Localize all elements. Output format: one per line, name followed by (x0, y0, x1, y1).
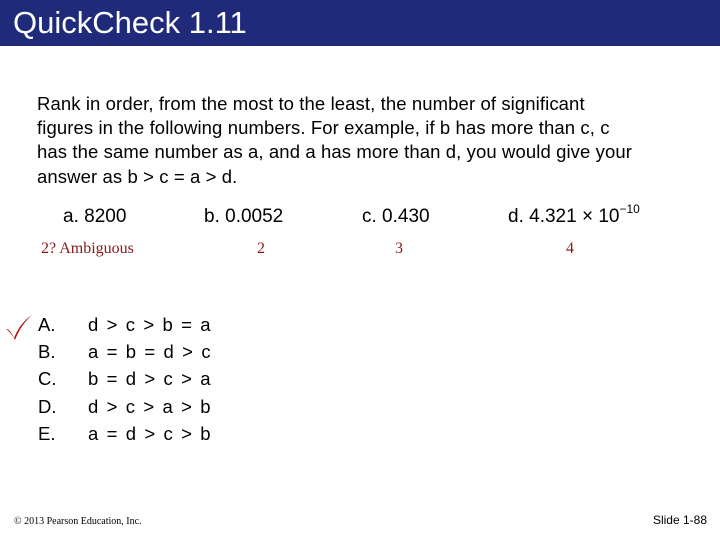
annotation-d: 4 (566, 240, 574, 257)
option-c: c. 0.430 (362, 206, 430, 227)
option-a: a. 8200 (63, 206, 127, 227)
choice-text: d > c > b = a (88, 314, 213, 335)
choice-a[interactable] (38, 311, 212, 338)
choice-text: d > c > a > b (88, 395, 213, 417)
choice-d[interactable] (38, 393, 212, 420)
slide-number: Slide 1-88 (652, 513, 707, 527)
option-b: b. 0.0052 (204, 206, 284, 227)
checkmark-icon (4, 313, 34, 341)
option-d-exponent: −10 (619, 202, 640, 216)
choice-text: b = d > c > a (88, 368, 213, 390)
answer-choices (38, 311, 212, 447)
choice-letter: D. (38, 395, 57, 417)
choice-b[interactable] (38, 338, 212, 365)
question-text: Rank in order, from the most to the least, the number of significant figures in the following numbers. For example, if b has more than c, c has the same number as a, and a has more than d, you would give your answer as b > c = a > d. (37, 93, 633, 187)
choice-letter: C. (38, 368, 57, 390)
title-bar (0, 0, 720, 46)
choice-c[interactable] (38, 365, 212, 392)
option-d-base: d. 4.321 × 10 (508, 206, 620, 227)
annotation-c: 3 (395, 240, 403, 257)
choice-letter: A. (38, 314, 56, 335)
choice-letter: E. (38, 422, 56, 444)
option-d (508, 202, 640, 228)
choice-text: a = d > c > b (88, 422, 213, 444)
annotation-a: 2? Ambiguous (41, 240, 134, 257)
slide-title: QuickCheck 1.11 (13, 5, 247, 40)
choice-text: a = b = d > c (88, 341, 213, 363)
choice-e[interactable] (38, 420, 212, 447)
choice-letter: B. (38, 341, 56, 363)
annotation-b: 2 (257, 240, 265, 257)
copyright-text: © 2013 Pearson Education, Inc. (14, 516, 142, 527)
